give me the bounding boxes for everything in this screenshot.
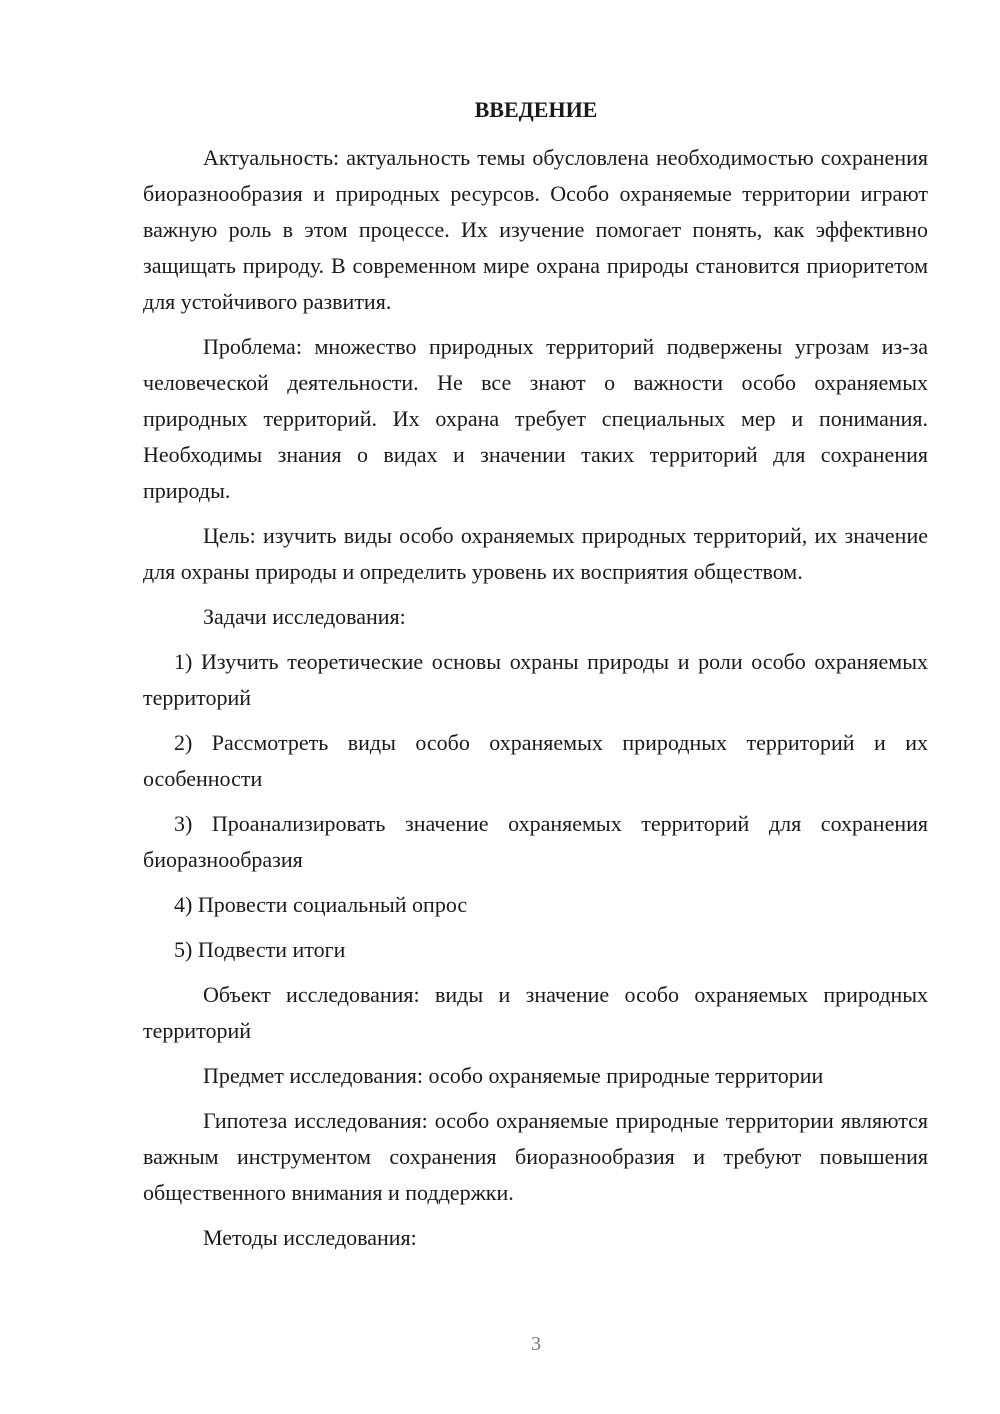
paragraph-object: Объект исследования: виды и значение особо охраняемых природных территорий — [143, 982, 928, 1043]
section-heading: ВВЕДЕНИЕ — [474, 97, 598, 122]
paragraph-subject: Предмет исследования: особо охраняемые природные территории — [203, 1063, 824, 1088]
paragraph-relevance: Актуальность: актуальность темы обусловлена необходимостью сохранения биоразнообразия и природных ресурсов. Особо охраняемые территории играют важную роль в этом процессе. Их изучение помогает понять, как эффективно защищать природу. В современном мире охрана природы становится приоритетом для устойчивого развития. — [143, 145, 928, 314]
task-item-3: 3) Проанализировать значение охраняемых территорий для сохранения биоразнообразия — [143, 811, 928, 872]
paragraph-hypothesis: Гипотеза исследования: особо охраняемые природные территории являются важным инструментом сохранения биоразнообразия и требуют повышения общественного внимания и поддержки. — [143, 1108, 928, 1205]
paragraph-tasks-intro: Задачи исследования: — [203, 604, 406, 629]
task-item-4: 4) Провести социальный опрос — [174, 892, 468, 917]
paragraph-methods: Методы исследования: — [203, 1225, 417, 1250]
task-item-1: 1) Изучить теоретические основы охраны природы и роли особо охраняемых территорий — [143, 649, 928, 710]
document-body — [143, 140, 928, 1265]
page-number: 3 — [531, 1333, 541, 1355]
task-item-5: 5) Подвести итоги — [174, 937, 346, 962]
paragraph-goal: Цель: изучить виды особо охраняемых природных территорий, их значение для охраны природы и определить уровень их восприятия обществом. — [143, 523, 928, 584]
paragraph-problem: Проблема: множество природных территорий подвержены угрозам из-за человеческой деятельности. Не все знают о важности особо охраняемых природных территорий. Их охрана требует специальных мер и понимания. Необходимы знания о видах и значении таких территорий для сохранения природы. — [143, 334, 928, 503]
task-item-2: 2) Рассмотреть виды особо охраняемых природных территорий и их особенности — [143, 730, 928, 791]
